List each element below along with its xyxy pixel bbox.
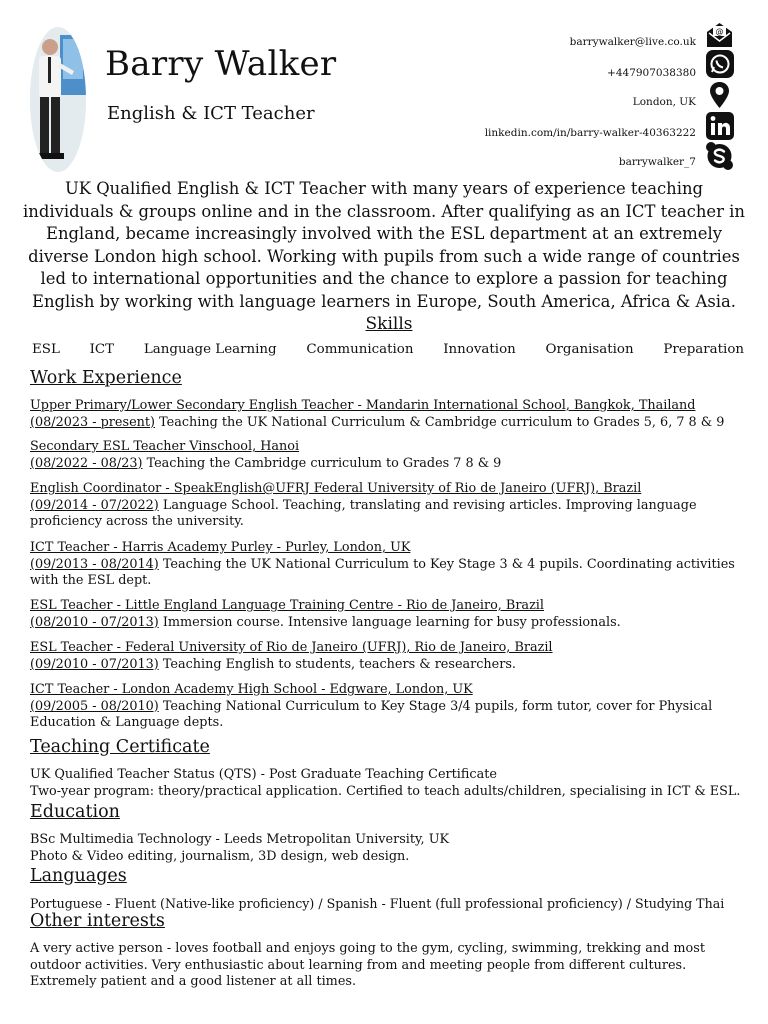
job-dates: (08/2023 - present) (30, 414, 156, 430)
job-title: English Coordinator - SpeakEnglish@UFRJ Federal University of Rio de Janeiro (UFRJ), Brazil (30, 481, 642, 496)
contact-location: London, UK (632, 96, 696, 108)
svg-text:@: @ (715, 27, 724, 36)
skill-item: ICT (89, 342, 115, 357)
job-entry (30, 598, 750, 631)
job-dates: (09/2014 - 07/2022) (30, 497, 159, 513)
certificate-details (30, 767, 750, 800)
job-description: Teaching National Curriculum to Key Stage 3/4 pupils, form tutor, cover for Physical Education & Language depts. (30, 698, 713, 730)
professional-summary: UK Qualified English & ICT Teacher with many years of experience teaching individuals & groups online and in the classroom. After qualifying as an ICT teacher in England, became increasingly involved with the ESL department at an extremely diverse London high school. Working with pupils from such a wide range of countries led to international opportunities and the chance to explore a passion for teaching English by working with language learners in Europe, South America, Africa & Asia. (23, 179, 745, 311)
skill-item: Communication (306, 342, 414, 357)
contact-linkedin[interactable]: linkedin.com/in/barry-walker-40363222 (484, 127, 696, 139)
skill-item: ESL (32, 342, 60, 357)
job-entry (30, 439, 750, 472)
profile-photo (30, 27, 86, 172)
job-description: Language School. Teaching, translating and revising articles. Improving language proficiency across the university. (30, 497, 697, 529)
skill-item: Preparation (663, 342, 744, 357)
job-dates: (08/2010 - 07/2013) (30, 614, 159, 630)
job-dates: (08/2022 - 08/23) (30, 455, 143, 471)
languages-heading: Languages (30, 866, 127, 886)
whatsapp-icon (703, 49, 736, 79)
contact-phone[interactable]: +447907038380 (607, 67, 696, 79)
skill-item: Language Learning (143, 342, 277, 357)
skills-heading: Skills (365, 314, 413, 334)
job-entry (30, 640, 750, 673)
job-title: ESL Teacher - Little England Language Training Centre - Rio de Janeiro, Brazil (30, 598, 544, 613)
education-details (30, 832, 750, 865)
job-entry (30, 398, 750, 431)
contact-email[interactable]: barrywalker@live.co.uk (569, 36, 696, 48)
skills-list (32, 342, 744, 357)
job-dates: (09/2005 - 08/2010) (30, 698, 159, 714)
interests-description: A very active person - loves football and enjoys going to the gym, cycling, swimming, trekking and most outdoor activities. Very enthusiastic about learning from and meeting people from different cultures. Extremely patient and a good listener at all times. (30, 941, 705, 989)
job-dates: (09/2013 - 08/2014) (30, 556, 159, 572)
job-title: ESL Teacher - Federal University of Rio de Janeiro (UFRJ), Rio de Janeiro, Brazil (30, 640, 553, 655)
person-photo-icon (30, 27, 86, 172)
candidate-role: English & ICT Teacher (107, 103, 315, 124)
contact-skype[interactable]: barrywalker_7 (618, 156, 696, 168)
certificate-description: Two-year program: theory/practical application. Certified to teach adults/children, specialising in ICT & ESL. (30, 783, 741, 799)
job-description: Immersion course. Intensive language learning for busy professionals. (158, 614, 621, 630)
job-dates: (09/2010 - 07/2013) (30, 656, 159, 672)
education-heading: Education (30, 802, 120, 822)
education-degree: BSc Multimedia Technology - Leeds Metropolitan University, UK (30, 832, 450, 847)
education-description: Photo & Video editing, journalism, 3D design, web design. (30, 848, 410, 864)
work-experience-heading: Work Experience (30, 368, 182, 388)
job-title: Secondary ESL Teacher Vinschool, Hanoi (30, 439, 300, 454)
candidate-name: Barry Walker (105, 44, 337, 84)
location-pin-icon (703, 80, 736, 110)
linkedin-icon (703, 111, 736, 141)
teaching-certificate-heading: Teaching Certificate (30, 737, 210, 757)
skill-item: Organisation (545, 342, 634, 357)
email-icon (703, 20, 736, 50)
skype-icon (703, 141, 736, 171)
job-entry (30, 481, 750, 531)
job-entry (30, 682, 750, 732)
certificate-title: UK Qualified Teacher Status (QTS) - Post Graduate Teaching Certificate (30, 767, 497, 782)
job-description: Teaching the UK National Curriculum & Cambridge curriculum to Grades 5, 6, 7 8 & 9 (155, 414, 725, 430)
job-title: Upper Primary/Lower Secondary English Teacher - Mandarin International School, Bangkok, Thailand (30, 398, 696, 413)
languages-list: Portuguese - Fluent (Native-like proficiency) / Spanish - Fluent (full professional proficiency) / Studying Thai (30, 896, 725, 911)
job-description: Teaching the UK National Curriculum to Key Stage 3 & 4 pupils. Coordinating activities with the ESL dept. (30, 556, 735, 588)
other-interests-heading: Other interests (30, 911, 165, 931)
job-entry (30, 540, 750, 590)
job-description: Teaching the Cambridge curriculum to Grades 7 8 & 9 (142, 455, 502, 471)
job-title: ICT Teacher - Harris Academy Purley - Purley, London, UK (30, 540, 411, 555)
job-description: Teaching English to students, teachers & researchers. (158, 656, 517, 672)
skill-item: Innovation (443, 342, 516, 357)
job-title: ICT Teacher - London Academy High School - Edgware, London, UK (30, 682, 473, 697)
